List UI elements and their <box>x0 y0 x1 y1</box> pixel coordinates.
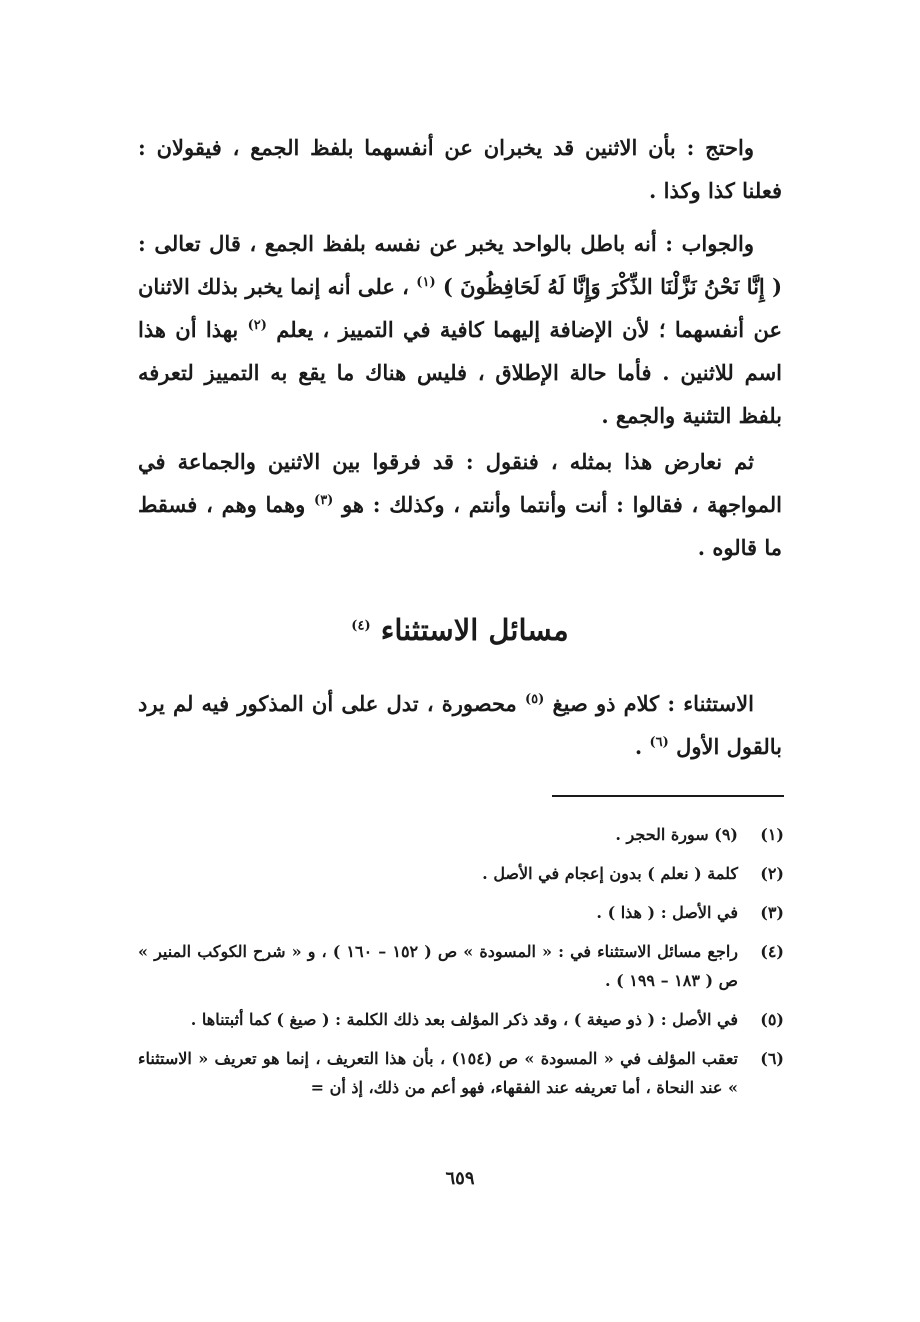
footnote-item <box>138 1044 784 1102</box>
section-heading <box>138 600 782 660</box>
footnote-text: راجع مسائل الاستثناء في : « المسودة » ص ( ١٥٢ – ١٦٠ ) ، و « شرح الكوكب المنير » ص ( ١٨٣ – ١٩٩ ) . <box>138 942 739 990</box>
footnote-text: (٩) سورة الحجر . <box>615 825 738 844</box>
footnote-item <box>138 898 784 927</box>
paragraph-3 <box>138 440 782 569</box>
footnote-number: (٥) <box>760 1010 784 1029</box>
footnote-number: (٦) <box>760 1049 784 1068</box>
paragraph-2-text-2: ، على أنه إنما يخبر بذلك الاثنان عن أنفسهما ؛ لأن الإضافة إليهما كافية في التمييز ، يعلم <box>138 274 783 342</box>
section-heading-text: مسائل الاستثناء <box>380 613 569 647</box>
footnote-ref-4[interactable]: (٤) <box>351 618 371 634</box>
footnote-number: (١) <box>760 825 784 844</box>
footnote-text: تعقب المؤلف في « المسودة » ص (١٥٤) ، بأن هذا التعريف ، إنما هو تعريف « الاستثناء » عند النحاة ، أما تعريفه عند الفقهاء، فهو أعم من ذلك، إذ أن = <box>138 1049 738 1097</box>
definition-text-3: . <box>634 734 643 759</box>
paragraph-3-text-1: ثم نعارض هذا بمثله ، فنقول : قد فرقوا بين الاثنين والجماعة في المواجهة ، فقالوا : أنت وأنتما وأنتم ، وكذلك : هو <box>138 449 782 517</box>
paragraph-3-text-2: وهما وهم ، فسقط ما قالوه . <box>138 492 782 560</box>
definition-paragraph <box>138 682 782 768</box>
footnote-number: (٣) <box>760 903 784 922</box>
footnote-ref-3[interactable]: (٣) <box>314 493 334 508</box>
page-number: ٦٥٩ <box>445 1168 475 1189</box>
paragraph-1-text: واحتج : بأن الاثنين قد يخبران عن أنفسهما بلفظ الجمع ، فيقولان : فعلنا كذا وكذا . <box>138 135 782 203</box>
footnote-item <box>138 820 784 849</box>
footnotes <box>138 820 784 1112</box>
paragraph-2-text-1: والجواب : أنه باطل بالواحد يخبر عن نفسه بلفظ الجمع ، قال تعالى : ( إِنَّا نَحْنُ نَزَّلْنَا الذِّكْرَ وَإِنَّا لَهُ لَحَافِظُونَ ) <box>138 231 783 299</box>
footnote-ref-1[interactable]: (١) <box>416 275 436 290</box>
footnote-text: كلمة ( نعلم ) بدون إعجام في الأصل . <box>482 864 738 883</box>
footnote-item <box>138 859 784 888</box>
definition-text-2: محصورة ، تدل على أن المذكور فيه لم يرد بالقول الأول <box>138 691 782 759</box>
paragraph-2 <box>138 222 782 437</box>
footnote-ref-5[interactable]: (٥) <box>524 692 545 707</box>
footnote-ref-2[interactable]: (٢) <box>247 318 267 333</box>
footnote-number: (٤) <box>760 942 784 961</box>
footnote-item <box>138 1005 784 1034</box>
definition-text-1: الاستثناء : كلام ذو صيغ <box>552 691 754 716</box>
footnote-text: في الأصل : ( ذو صيغة ) ، وقد ذكر المؤلف بعد ذلك الكلمة : ( صيغ ) كما أثبتناها . <box>190 1010 738 1029</box>
footnote-item <box>138 937 784 995</box>
footnote-number: (٢) <box>760 864 784 883</box>
footnote-separator <box>552 795 784 797</box>
paragraph-2-text-3: بهذا أن هذا اسم للاثنين . فأما حالة الإطلاق ، فليس هناك ما يقع به التمييز لتعرفه بلفظ التثنية والجمع . <box>138 317 782 428</box>
footnote-text: في الأصل : ( هذا ) . <box>596 903 738 922</box>
paragraph-1 <box>138 126 782 212</box>
footnote-ref-6[interactable]: (٦) <box>649 735 669 750</box>
